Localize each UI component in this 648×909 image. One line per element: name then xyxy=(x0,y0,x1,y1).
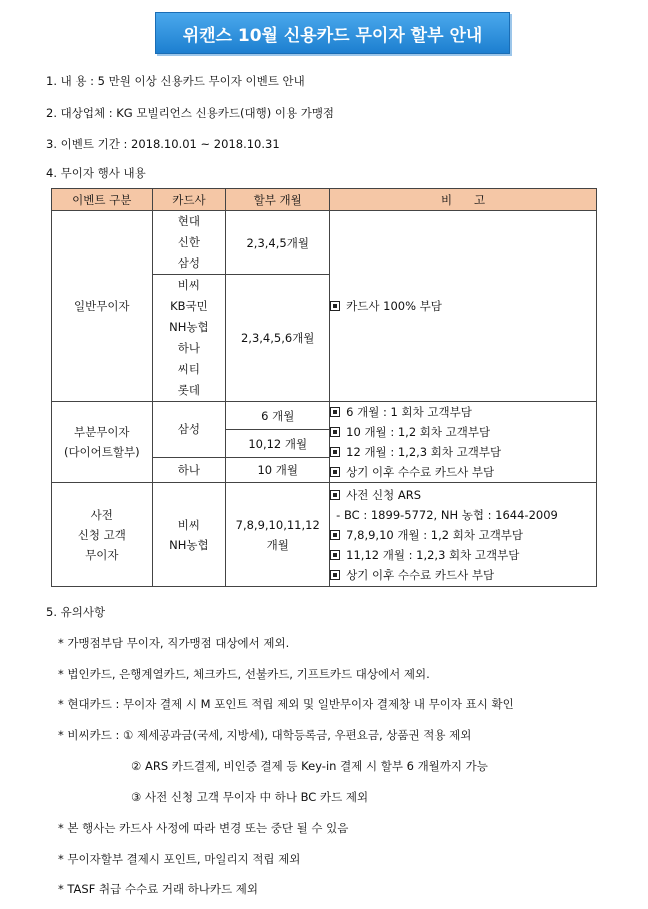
card-name: 씨티 xyxy=(177,362,201,376)
card-name: 롯데 xyxy=(177,383,201,397)
pre-note xyxy=(330,565,596,585)
checkbox-bullet-icon xyxy=(330,570,340,580)
table-header-row xyxy=(52,189,597,211)
item-content: 1. 내 용 : 5 만원 이상 신용카드 무이자 이벤트 안내 xyxy=(46,74,305,88)
pre-note-text: 7,8,9,10 개월 : 1,2 회차 고객부담 xyxy=(346,527,524,542)
pre-months-line: 7,8,9,10,11,12 xyxy=(235,517,320,532)
header-installment-months: 할부 개월 xyxy=(226,189,330,211)
partial-card1: 삼성 xyxy=(152,402,226,458)
pre-note xyxy=(330,545,596,565)
partial-months2: 10 개월 xyxy=(226,457,330,482)
card-name: 하나 xyxy=(177,341,201,355)
notice-bullet: * 무이자할부 결제시 포인트, 마일리지 적립 제외 xyxy=(58,852,301,866)
pre-notes xyxy=(330,483,597,587)
partial-note xyxy=(330,462,596,482)
partial-note xyxy=(330,402,596,422)
notice-bullet: * TASF 취급 수수료 거래 하나카드 제외 xyxy=(58,882,259,896)
general-group2-cards xyxy=(152,275,226,402)
general-group1-months: 2,3,4,5개월 xyxy=(226,211,330,275)
general-group1-cards xyxy=(152,211,226,275)
partial-months1a: 6 개월 xyxy=(226,402,330,430)
pre-note xyxy=(330,485,596,505)
card-name: 신한 xyxy=(177,235,201,249)
checkbox-bullet-icon xyxy=(330,467,340,477)
notice-bullet: * 법인카드, 은행계열카드, 체크카드, 선불카드, 기프트카드 대상에서 제외. xyxy=(58,667,430,681)
pre-note-text: 상기 이후 수수료 카드사 부담 xyxy=(346,567,495,582)
header-card-company: 카드사 xyxy=(152,189,226,211)
partial-note xyxy=(330,442,596,462)
pre-cards xyxy=(152,483,226,587)
pre-category-line: 사전 xyxy=(90,507,113,522)
notice-sub-bullet: ③ 사전 신청 고객 무이자 中 하나 BC 카드 제외 xyxy=(131,790,369,804)
item-event-period: 3. 이벤트 기간 : 2018.10.01 ~ 2018.10.31 xyxy=(46,137,280,151)
general-note-text: 카드사 100% 부담 xyxy=(346,299,442,313)
card-name: 삼성 xyxy=(177,256,201,270)
card-name: 비씨 xyxy=(177,278,201,292)
general-category: 일반무이자 xyxy=(52,211,153,402)
partial-note-text: 10 개월 : 1,2 회차 고객부담 xyxy=(346,425,491,439)
general-note xyxy=(330,211,597,402)
pre-note xyxy=(330,525,596,545)
card-name: 비씨 xyxy=(177,517,201,532)
page-title-banner xyxy=(155,12,510,54)
checkbox-bullet-icon xyxy=(330,427,340,437)
partial-notes xyxy=(330,402,597,483)
page-title: 위캔스 10월 신용카드 무이자 할부 안내 xyxy=(182,25,483,46)
partial-category xyxy=(52,402,153,483)
partial-note-text: 12 개월 : 1,2,3 회차 고객부담 xyxy=(346,445,502,459)
card-name: NH농협 xyxy=(169,537,209,552)
partial-category-line2: (다이어트할부) xyxy=(63,445,140,459)
item-target-merchant: 2. 대상업체 : KG 모빌리언스 신용카드(대행) 이용 가맹점 xyxy=(46,106,335,120)
partial-note-text: 6 개월 : 1 회차 고객부담 xyxy=(346,405,472,419)
checkbox-bullet-icon xyxy=(330,530,340,540)
pre-category xyxy=(52,483,153,587)
pre-note-sub: - BC : 1899-5772, NH 농협 : 1644-2009 xyxy=(336,507,558,522)
card-name: NH농협 xyxy=(169,320,209,334)
partial-note-text: 상기 이후 수수료 카드사 부담 xyxy=(346,465,495,479)
notice-bullet: * 비씨카드 : ① 제세공과금(국세, 지방세), 대학등록금, 우편요금, 상품권 적용 제외 xyxy=(58,728,472,742)
checkbox-bullet-icon xyxy=(330,550,340,560)
checkbox-bullet-icon xyxy=(330,490,340,500)
general-group2-months: 2,3,4,5,6개월 xyxy=(226,275,330,402)
notice-sub-bullet: ② ARS 카드결제, 비인증 결제 등 Key-in 결제 시 할부 6 개월까지 가능 xyxy=(131,759,488,773)
checkbox-bullet-icon xyxy=(330,407,340,417)
card-name: 현대 xyxy=(177,214,201,228)
partial-note xyxy=(330,422,596,442)
pre-category-line: 무이자 xyxy=(85,547,119,562)
pre-note-text: 사전 신청 ARS xyxy=(346,487,422,502)
pre-note-text: 11,12 개월 : 1,2,3 회차 고객부담 xyxy=(346,547,520,562)
header-event-type: 이벤트 구분 xyxy=(52,189,153,211)
card-name: KB국민 xyxy=(170,299,208,313)
checkbox-bullet-icon xyxy=(330,301,340,311)
notice-bullet: * 가맹점부담 무이자, 직가맹점 대상에서 제외. xyxy=(58,636,290,650)
partial-card2: 하나 xyxy=(152,457,226,482)
table-row xyxy=(52,483,597,587)
item-event-details: 4. 무이자 행사 내용 xyxy=(46,166,146,180)
notice-bullet: * 현대카드 : 무이자 결제 시 M 포인트 적립 제외 및 일반무이자 결제창 내 무이자 표시 확인 xyxy=(58,697,514,711)
pre-category-line: 신청 고객 xyxy=(77,527,126,542)
pre-months-line: 개월 xyxy=(266,537,289,552)
section5-heading: 5. 유의사항 xyxy=(46,605,106,619)
partial-category-line1: 부분무이자 xyxy=(74,425,130,439)
notice-bullet: * 본 행사는 카드사 사정에 따라 변경 또는 중단 될 수 있음 xyxy=(58,821,349,835)
table-row xyxy=(52,211,597,275)
table-row xyxy=(52,402,597,430)
checkbox-bullet-icon xyxy=(330,447,340,457)
header-remarks: 비 고 xyxy=(330,189,597,211)
pre-months xyxy=(226,483,330,587)
partial-months1b: 10,12 개월 xyxy=(226,430,330,457)
event-table xyxy=(51,188,597,587)
